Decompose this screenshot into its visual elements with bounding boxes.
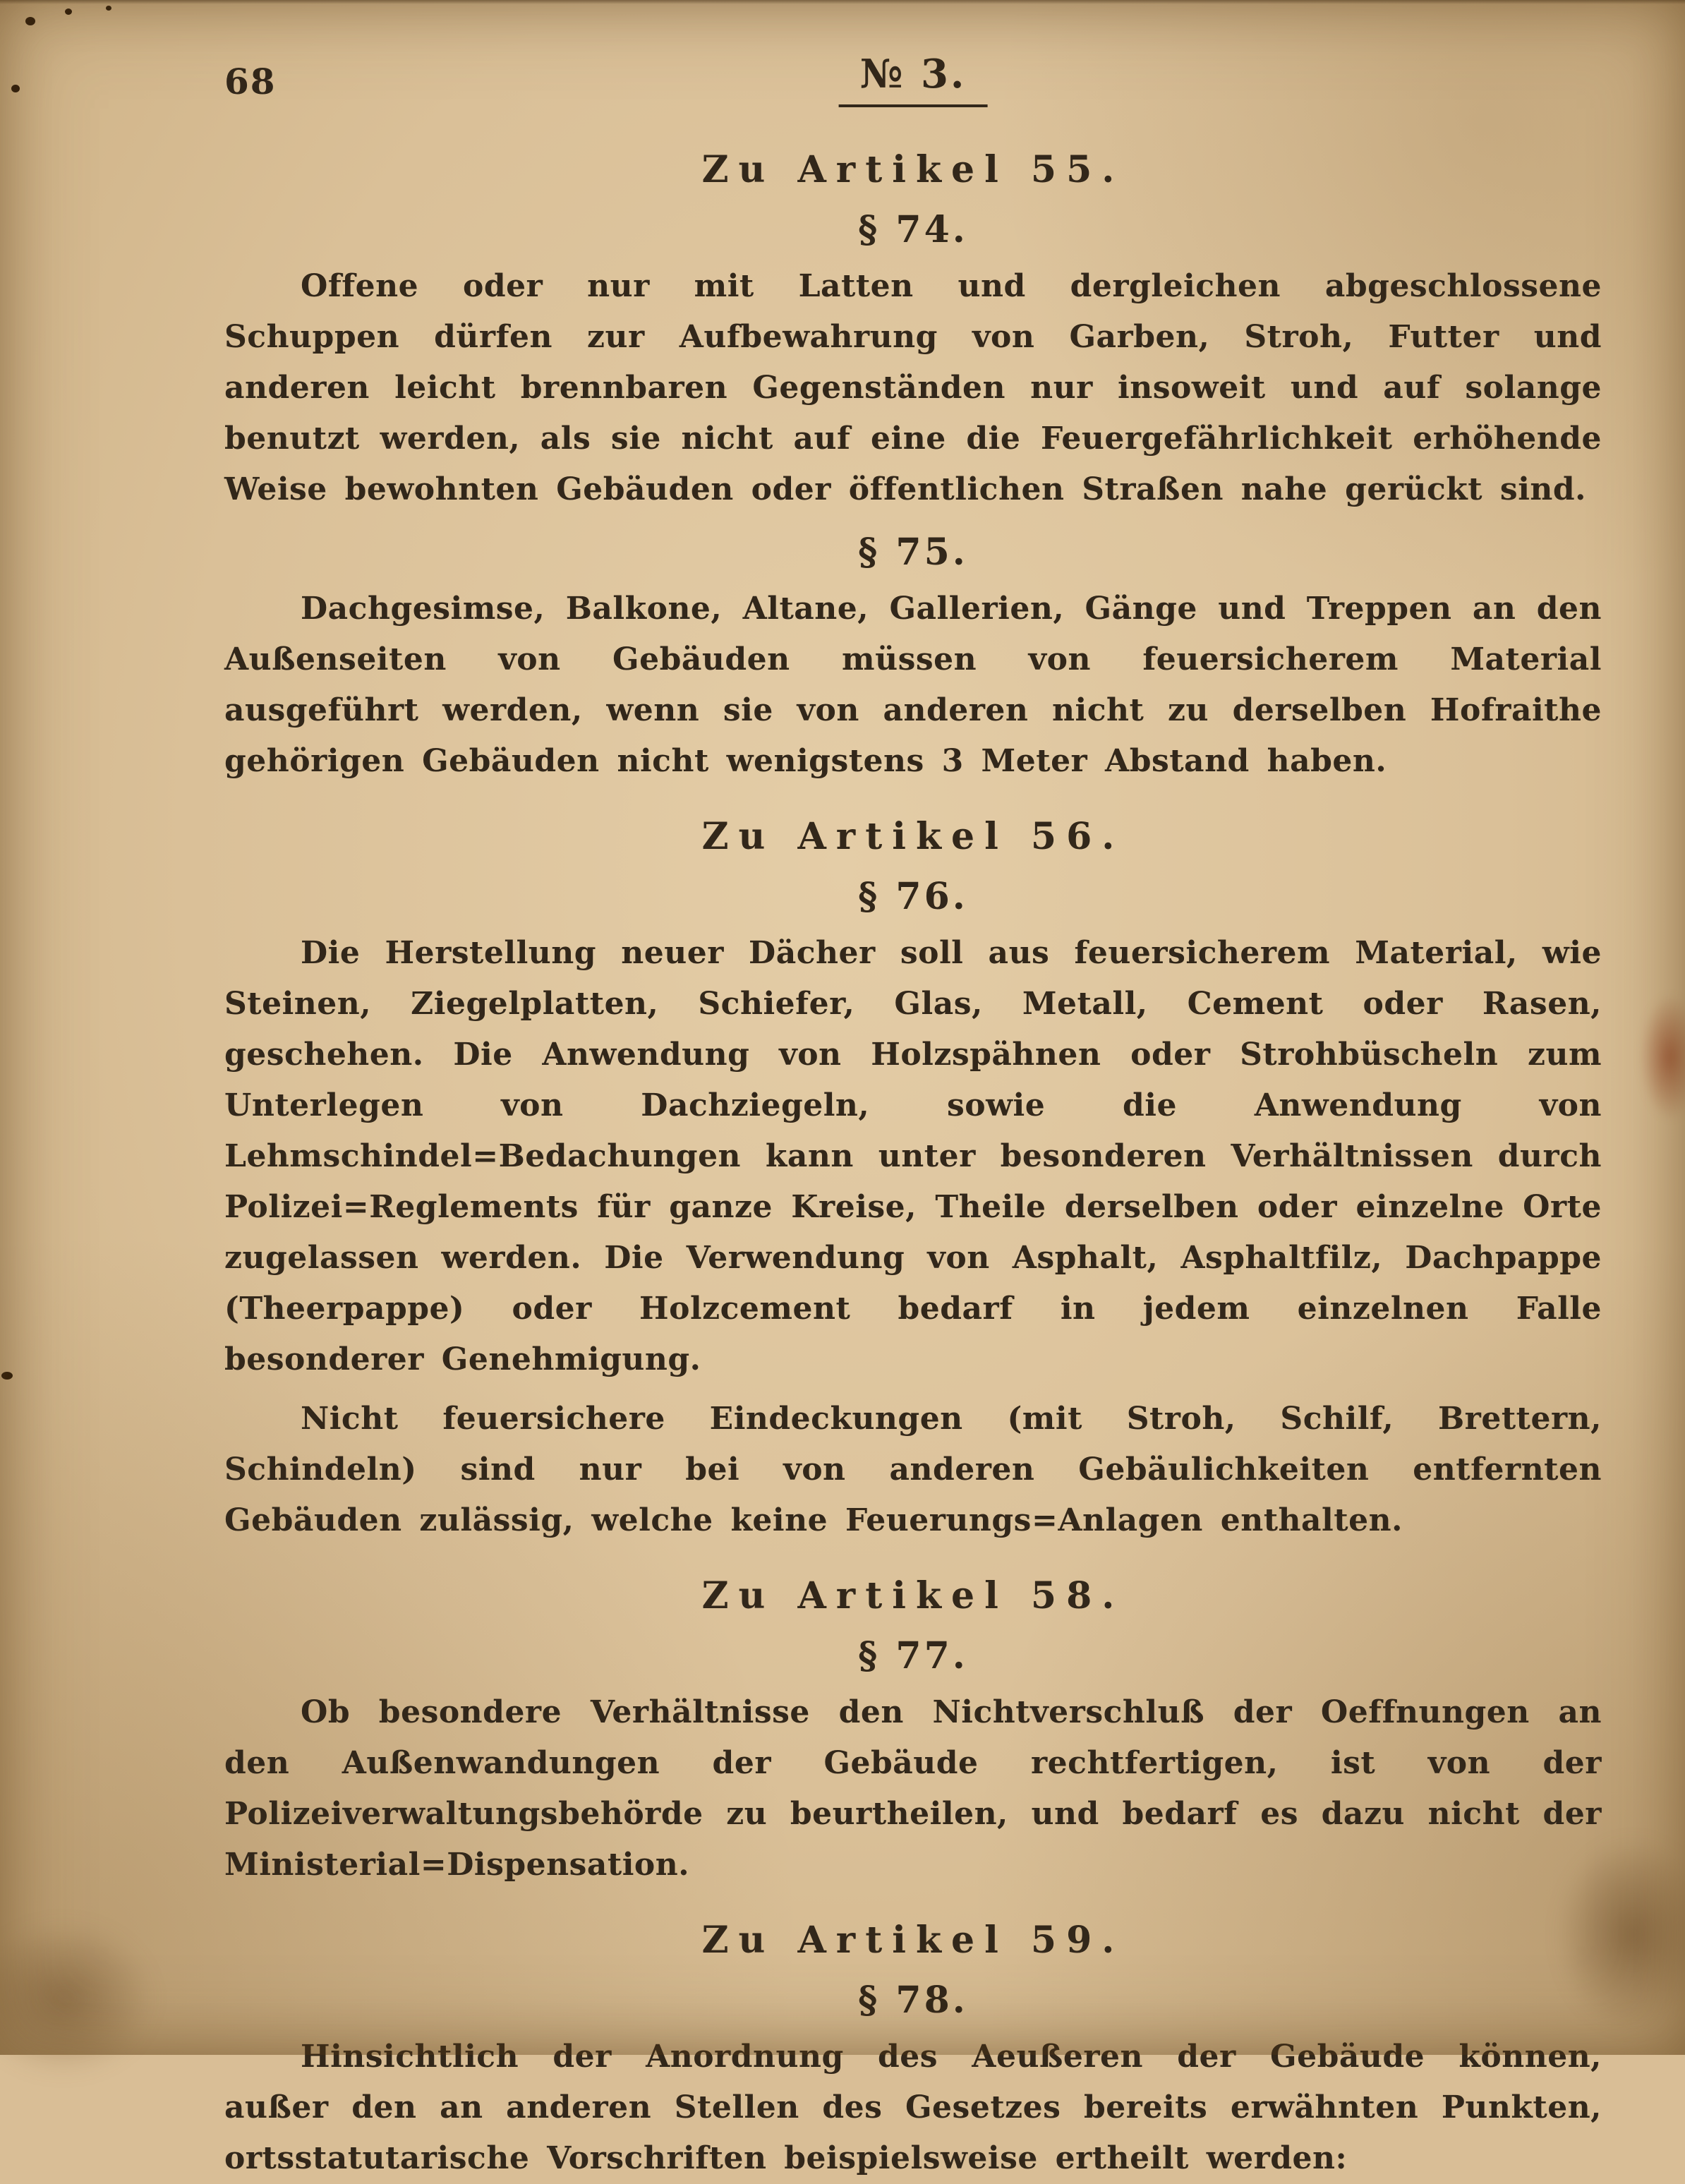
paragraph-76-2: Nicht feuersichere Eindeckungen (mit Stroh, Schilf, Brettern, Schindeln) sind nur bei von anderen Gebäulichkeiten entfernten Gebäuden zulässig, welche keine Feuerungs=Anlagen enthalten. <box>224 1401 1602 1538</box>
section-label-76: § 76. <box>858 875 968 918</box>
masthead <box>224 49 1602 120</box>
ink-speck <box>25 17 35 25</box>
page-number: 68 <box>224 61 277 102</box>
paragraph-75: Dachgesimse, Balkone, Altane, Gallerien, Gänge und Treppen an den Außenseiten von Gebäuden müssen von feuersicherem Material ausgeführt werden, wenn sie von anderen nicht zu derselben Hofraithe gehörigen Gebäuden nicht wenigstens 3 Meter Abstand haben. <box>224 591 1602 779</box>
paper-stain-bottom-right <box>1555 1836 1685 2034</box>
ink-speck <box>65 8 72 15</box>
ink-speck <box>1 1372 13 1380</box>
heading-zu-artikel-55: Zu Artikel 55. <box>701 148 1125 191</box>
section-label-77: § 77. <box>858 1634 968 1677</box>
paper-stain-bottom-left <box>0 1921 155 2076</box>
paragraph-76-1: Die Herstellung neuer Dächer soll aus feuersicherem Material, wie Steinen, Ziegelplatten, Schiefer, Glas, Metall, Cement oder Rasen, geschehen. Die Anwendung von Holzspähnen oder Strohbüscheln zum Unterlegen von Dachziegeln, sowie die Anwendung von Lehmschindel=Bedachungen kann unter besonderen Verhältnissen durch Polizei=Reglements für ganze Kreise, Theile derselben oder einzelne Orte zugelassen werden. Die Verwendung von Asphalt, Asphaltfilz, Dachpappe (Theerpappe) oder Holzcement bedarf in jedem einzelnen Falle besonderer Genehmigung. <box>224 935 1602 1377</box>
paper-stain-right <box>1640 994 1685 1121</box>
ink-speck <box>11 85 20 92</box>
heading-zu-artikel-59: Zu Artikel 59. <box>701 1919 1125 1962</box>
scan-edge-shadow <box>0 0 1685 4</box>
paragraph-77: Ob besondere Verhältnisse den Nichtverschluß der Oeffnungen an den Außenwandungen der Gebäude rechtfertigen, ist von der Polizeiverwaltungsbehörde zu beurtheilen, und bedarf es dazu nicht der Ministerial=Dispensation. <box>224 1694 1602 1883</box>
section-label-74: § 74. <box>858 208 968 251</box>
ink-speck <box>106 6 111 11</box>
issue-number: № 3. <box>839 51 988 107</box>
section-label-78: § 78. <box>858 1979 968 2022</box>
heading-zu-artikel-56: Zu Artikel 56. <box>701 815 1125 858</box>
section-label-75: § 75. <box>858 531 968 574</box>
heading-zu-artikel-58: Zu Artikel 58. <box>701 1574 1125 1617</box>
paragraph-74: Offene oder nur mit Latten und dergleichen abgeschlossene Schuppen dürfen zur Aufbewahrung von Garben, Stroh, Futter und anderen leicht brennbaren Gegenständen nur insoweit und auf solange benutzt werden, als sie nicht auf eine die Feuergefährlichkeit erhöhende Weise bewohnten Gebäuden oder öffentlichen Straßen nahe gerückt sind. <box>224 268 1602 507</box>
paragraph-78: Hinsichtlich der Anordnung des Aeußeren der Gebäude können, außer den an anderen Stellen des Gesetzes bereits erwähnten Punkten, ortsstatutarische Vorschriften beispielsweise ertheilt werden: <box>224 2039 1602 2176</box>
